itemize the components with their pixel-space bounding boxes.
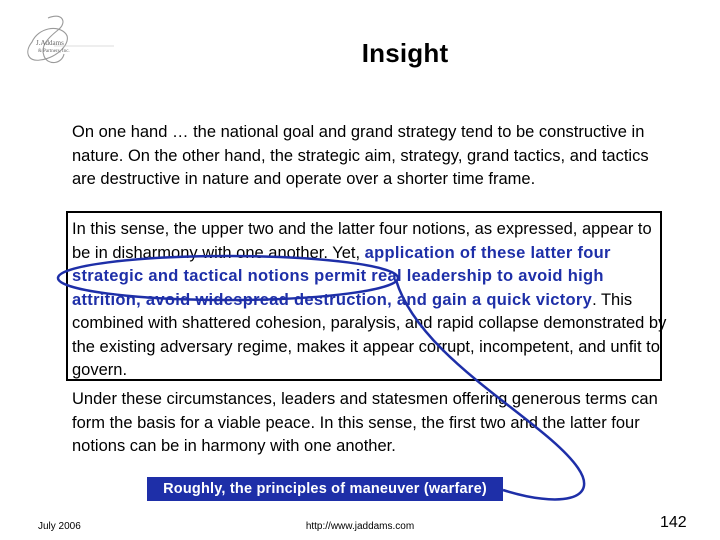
svg-text:& Partners, Inc.: & Partners, Inc. bbox=[38, 49, 70, 54]
paragraph-boxed-lead: In this sense, the upper two and the latter four notions, as expressed, appear to be in disharmony with one another. Yet, bbox=[72, 220, 652, 262]
page-number: 142 bbox=[660, 514, 687, 531]
highlighted-phrase: application of these latter four strategic and tactical notions permit real leadership to avoid high attrition, avoid widespread destruction, and gain a quick victory bbox=[72, 243, 611, 309]
paragraph-intro: On one hand … the national goal and grand strategy tend to be constructive in nature. On the other hand, the strategic aim, strategy, grand tactics, and tactics are destructive in nature and operate over a shorter time frame. bbox=[72, 123, 649, 188]
svg-text:J.Addams: J.Addams bbox=[36, 39, 64, 47]
footer-url[interactable]: http://www.jaddams.com bbox=[305, 521, 415, 532]
paragraph-boxed bbox=[72, 218, 672, 383]
company-logo bbox=[18, 12, 118, 74]
paragraph-conclusion: Under these circumstances, leaders and statesmen offering generous terms can form the basis for a viable peace. In this sense, the first two and the latter four notions can be in harmony with one another. bbox=[72, 390, 658, 455]
footer-date: July 2006 bbox=[38, 521, 81, 532]
slide-title: Insight bbox=[361, 38, 449, 68]
callout-banner: Roughly, the principles of maneuver (warfare) bbox=[147, 477, 503, 501]
paragraph-boxed-tail: . This combined with shattered cohesion, paralysis, and rapid collapse demonstrated by the existing adversary regime, makes it appear corrupt, incompetent, and unfit to govern. bbox=[72, 290, 667, 379]
